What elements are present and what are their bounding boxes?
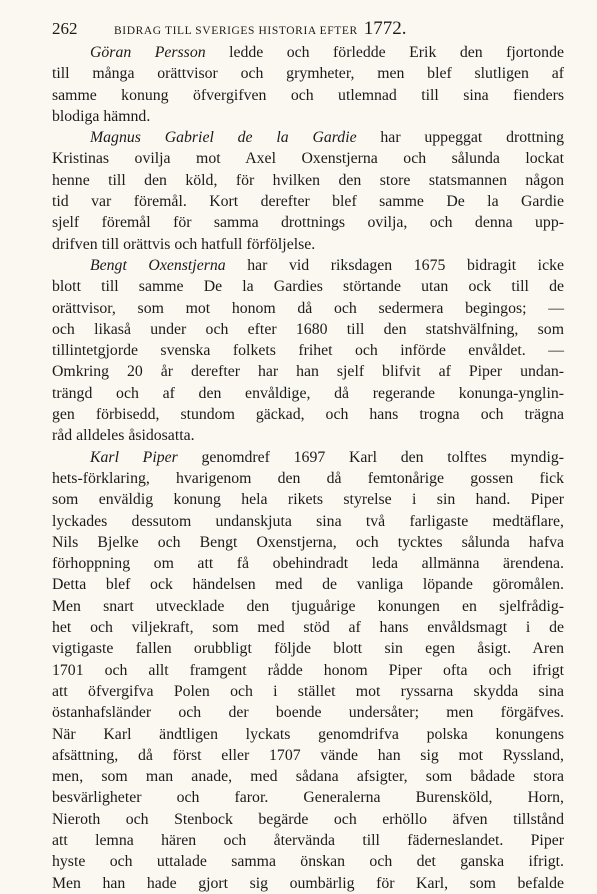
text-line: samme konung öfvergifven och utlemnad till sina fienders (52, 86, 564, 104)
text-line: afsättning, då först eller 1707 vände han sig mot Ryssland, (52, 746, 564, 764)
text-line: Men snart utvecklade den tjuguårige konungen en sjelfrådig- (52, 597, 564, 615)
paragraph-bengt-oxenstjerna (52, 255, 564, 447)
text-line: att öfvergifva Polen och i stället mot ryssarna skydda sina (52, 682, 564, 700)
text-line: Kristinas ovilja mot Axel Oxenstjerna och sålunda lockat (52, 150, 564, 168)
text-line: till många orättvisor och grymheter, men blef slutligen af (52, 65, 564, 83)
page-number: 262 (52, 19, 78, 38)
text-line: drifven till orättvis och hatfull förföljelse. (52, 235, 316, 253)
text-line: sjelf föremål för samma drottnings ovilja, och denna upp- (52, 214, 564, 232)
text-line: Magnus Gabriel de la Gardie har uppeggat drottning (90, 129, 565, 147)
text-line: hets-förklaring, hvarigenom den då femtonårige gossen fick (52, 469, 564, 487)
text-line: blott till samme De la Gardies störtande utan ock till de (52, 278, 564, 296)
text-line: het och viljekraft, som med stöd af hans envåldsmagt i de (52, 619, 564, 637)
text-line: När Karl ändtligen lyckats genomdrifva polska konungens (52, 725, 564, 743)
text-line: och likaså under och efter 1680 till den statshvälfning, som (52, 320, 564, 338)
person-name: Göran Persson (90, 44, 206, 61)
text-line: orättvisor, som mot honom då och sedermera begingos; — (52, 299, 564, 317)
paragraph-goran-persson (52, 42, 564, 127)
text-line: Göran Persson ledde och förledde Erik den fjortonde (90, 44, 564, 61)
text-line: vigtigaste fallen orubbligt följde blott sin egen åsigt. Aren (52, 640, 564, 658)
text-line: Bengt Oxenstjerna har vid riksdagen 1675 bidragit icke (90, 256, 564, 274)
text-line: tid var föremål. Kort derefter blef samme De la Gardie (52, 193, 564, 211)
text-line: östanhafsländer och der boende undersåter; men förgäfves. (52, 704, 564, 722)
person-name: Karl Piper (90, 448, 178, 466)
text-line: Men han hade gjort sig oumbärlig för Karl, som befalde (52, 874, 564, 892)
text-line: råd alldeles åsidosatta. (52, 427, 195, 445)
text-line: 1701 och allt framgent rådde honom Piper ofta och ifrigt (52, 661, 564, 679)
paragraph-magnus-gabriel-de-la-gardie (52, 127, 564, 255)
text-line: lyckades dessutom undanskjuta sina två farligaste medtäflare, (52, 512, 564, 530)
text-line: men, som man anade, med sådana afsigter, som bådade stora (52, 768, 564, 786)
text-line: Omkring 20 år derefter har han sjelf blifvit af Piper undan- (52, 363, 564, 381)
text-line: tillintetgjorde svenska folkets frihet och införde envåldet. — (52, 342, 564, 360)
text-line: att lemna hären och återvända till fäderneslandet. Piper (52, 831, 564, 849)
running-title-year: 1772. (363, 18, 407, 39)
text-line: blodiga hämnd. (52, 107, 151, 125)
paragraph-karl-piper (52, 447, 564, 894)
text-line: hyste och uttalade samma önskan och det ganska ifrigt. (52, 853, 564, 871)
text-line: henne till den köld, för hvilken den store statsmannen någon (52, 171, 564, 189)
text-line: Karl Piper genomdref 1697 Karl den tolftes myndig- (90, 448, 564, 466)
person-name: Magnus Gabriel de la Gardie (90, 129, 357, 147)
text-line: Nils Bjelke och Bengt Oxenstjerna, och tycktes sålunda hafva (52, 533, 564, 551)
text-line: Nieroth och Stenbock begärde och erhöllo äfven tillstånd (52, 810, 564, 828)
book-page (52, 18, 564, 894)
page-header (52, 18, 564, 40)
person-name: Bengt Oxenstjerna (90, 256, 226, 274)
text-line: trängd och af den envåldige, då regerande konunga-ynglin- (52, 384, 564, 402)
text-line: förhoppning om att få obehindradt leda allmänna ärendena. (52, 555, 564, 573)
text-line: som enväldig konung hela rikets styrelse i sin hand. Piper (52, 491, 564, 509)
text-line: besvärligheter och faror. Generalerna Burensköld, Horn, (52, 789, 564, 807)
text-line: Detta blef ock händelsen med de vanliga löpande göromålen. (52, 576, 564, 594)
running-title: BIDRAG TILL SVERIGES HISTORIA EFTER (114, 25, 358, 37)
text-line: gen förbisedd, stundom gäckad, och hans trogna och trägna (52, 406, 564, 424)
page-body (52, 42, 564, 894)
